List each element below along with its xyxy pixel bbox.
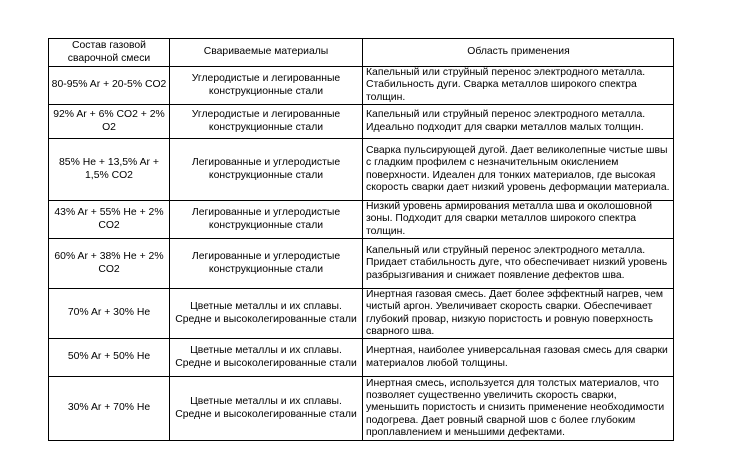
table-row <box>49 339 674 377</box>
cell-application: Низкий уровень армирования металла шва и околошовной зоны. Подходит для сварки металлов широкого спектра толщин. <box>363 201 674 239</box>
cell-application: Инертная, наиболее универсальная газовая смесь для сварки материалов любой толщины. <box>363 339 674 377</box>
cell-application: Капельный или струйный перенос электродного металла. Идеально подходит для сварки металлов малых толщин. <box>363 105 674 139</box>
cell-application: Инертная газовая смесь. Дает более эффектный нагрев, чем чистый аргон. Увеличивает скорость сварки. Обеспечивает глубокий провар, низкую пористость и ровную поверхность сварного шва. <box>363 289 674 339</box>
cell-mixture: 92% Ar + 6% CO2 + 2% O2 <box>49 105 170 139</box>
cell-materials: Легированные и углеродистые конструкционные стали <box>170 139 363 201</box>
cell-mixture: 30% Ar + 70% He <box>49 377 170 441</box>
cell-application: Сварка пульсирующей дугой. Дает великолепные чистые швы с гладким профилем с незначительным окислением поверхности. Идеален для тонких материалов, где высокая скорость сварки дает низкий уровень деформации материала. <box>363 139 674 201</box>
cell-materials: Цветные металлы и их сплавы. Средне и высоколегированные стали <box>170 289 363 339</box>
table-row <box>49 377 674 441</box>
gas-mixture-table <box>48 38 674 441</box>
cell-mixture: 70% Ar + 30% He <box>49 289 170 339</box>
cell-application: Капельный или струйный перенос электродного металла. Придает стабильность дуге, что обеспечивает низкий уровень разбрызгивания и снижает появление дефектов шва. <box>363 239 674 289</box>
cell-mixture: 60% Ar + 38% He + 2% CO2 <box>49 239 170 289</box>
cell-materials: Легированные и углеродистые конструкционные стали <box>170 239 363 289</box>
table-row <box>49 105 674 139</box>
table-row <box>49 239 674 289</box>
cell-materials: Цветные металлы и их сплавы. Средне и высоколегированные стали <box>170 377 363 441</box>
gas-mixture-table-container <box>48 38 674 441</box>
cell-mixture: 50% Ar + 50% He <box>49 339 170 377</box>
table-row <box>49 289 674 339</box>
header-mixture: Состав газовой сварочной смеси <box>49 39 170 67</box>
table-row <box>49 201 674 239</box>
header-application: Область применения <box>363 39 674 67</box>
cell-materials: Легированные и углеродистые конструкционные стали <box>170 201 363 239</box>
cell-application: Инертная смесь, используется для толстых материалов, что позволяет существенно увеличить скорость сварки, уменьшить пористость и снизить применение необходимости подогрева. Дает ровный сварной шов с более глубоким проплавлением и меньшими дефектами. <box>363 377 674 441</box>
header-materials: Свариваемые материалы <box>170 39 363 67</box>
cell-materials: Углеродистые и легированные конструкционные стали <box>170 105 363 139</box>
cell-mixture: 80-95% Ar + 20-5% CO2 <box>49 67 170 105</box>
table-row <box>49 139 674 201</box>
cell-materials: Цветные металлы и их сплавы. Средне и высоколегированные стали <box>170 339 363 377</box>
cell-materials: Углеродистые и легированные конструкционные стали <box>170 67 363 105</box>
table-header-row <box>49 39 674 67</box>
table-row <box>49 67 674 105</box>
cell-mixture: 43% Ar + 55% He + 2% CO2 <box>49 201 170 239</box>
cell-application: Капельный или струйный перенос электродного металла. Стабильность дуги. Сварка металлов широкого спектра толщин. <box>363 67 674 105</box>
cell-mixture: 85% He + 13,5% Ar + 1,5% CO2 <box>49 139 170 201</box>
